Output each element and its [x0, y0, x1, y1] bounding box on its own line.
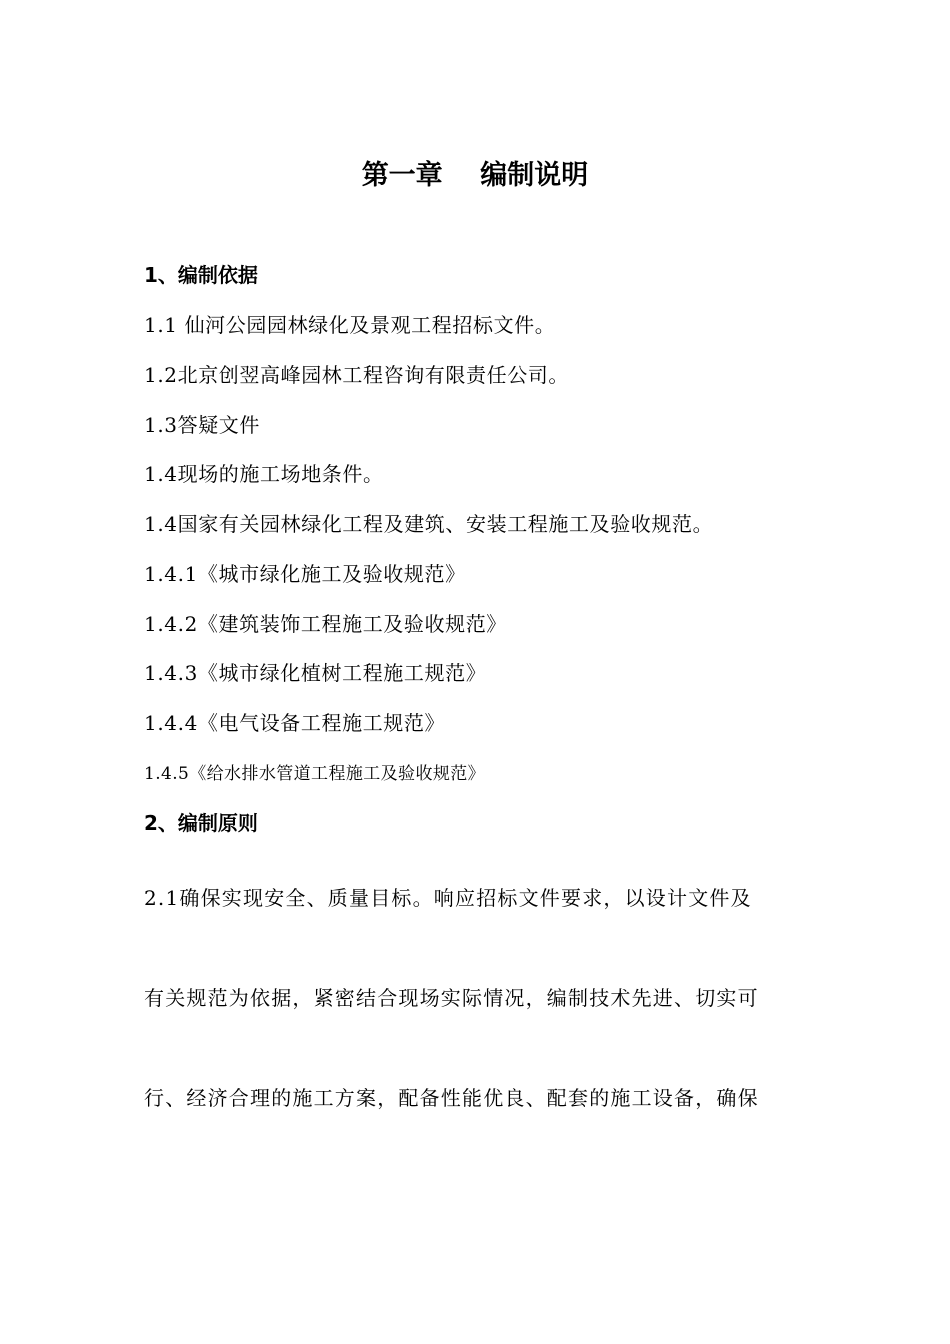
list-item: 1.4.4《电气设备工程施工规范》 [144, 711, 446, 735]
paragraph-line: 2.1确保实现安全、质量目标。响应招标文件要求，以设计文件及 [144, 886, 752, 910]
list-item: 1.4现场的施工场地条件。 [144, 462, 384, 486]
list-item: 1.1 仙河公园园林绿化及景观工程招标文件。 [144, 313, 556, 337]
list-item: 1.4.3《城市绿化植树工程施工规范》 [144, 661, 487, 685]
section-heading-principles: 2、编制原则 [144, 811, 258, 835]
list-item: 1.2北京创翌高峰园林工程咨询有限责任公司。 [144, 363, 570, 387]
chapter-title: 第一章 编制说明 [361, 160, 589, 191]
list-item: 1.4.2《建筑装饰工程施工及验收规范》 [144, 612, 507, 636]
list-item: 1.3答疑文件 [144, 413, 261, 437]
list-item: 1.4国家有关园林绿化工程及建筑、安装工程施工及验收规范。 [144, 512, 714, 536]
paragraph-line: 有关规范为依据，紧密结合现场实际情况，编制技术先进、切实可 [144, 986, 759, 1010]
list-item: 1.4.5《给水排水管道工程施工及验收规范》 [144, 764, 486, 784]
section-heading-basis: 1、编制依据 [144, 263, 258, 287]
list-item: 1.4.1《城市绿化施工及验收规范》 [144, 562, 466, 586]
paragraph-line: 行、经济合理的施工方案，配备性能优良、配套的施工设备，确保 [144, 1086, 759, 1110]
